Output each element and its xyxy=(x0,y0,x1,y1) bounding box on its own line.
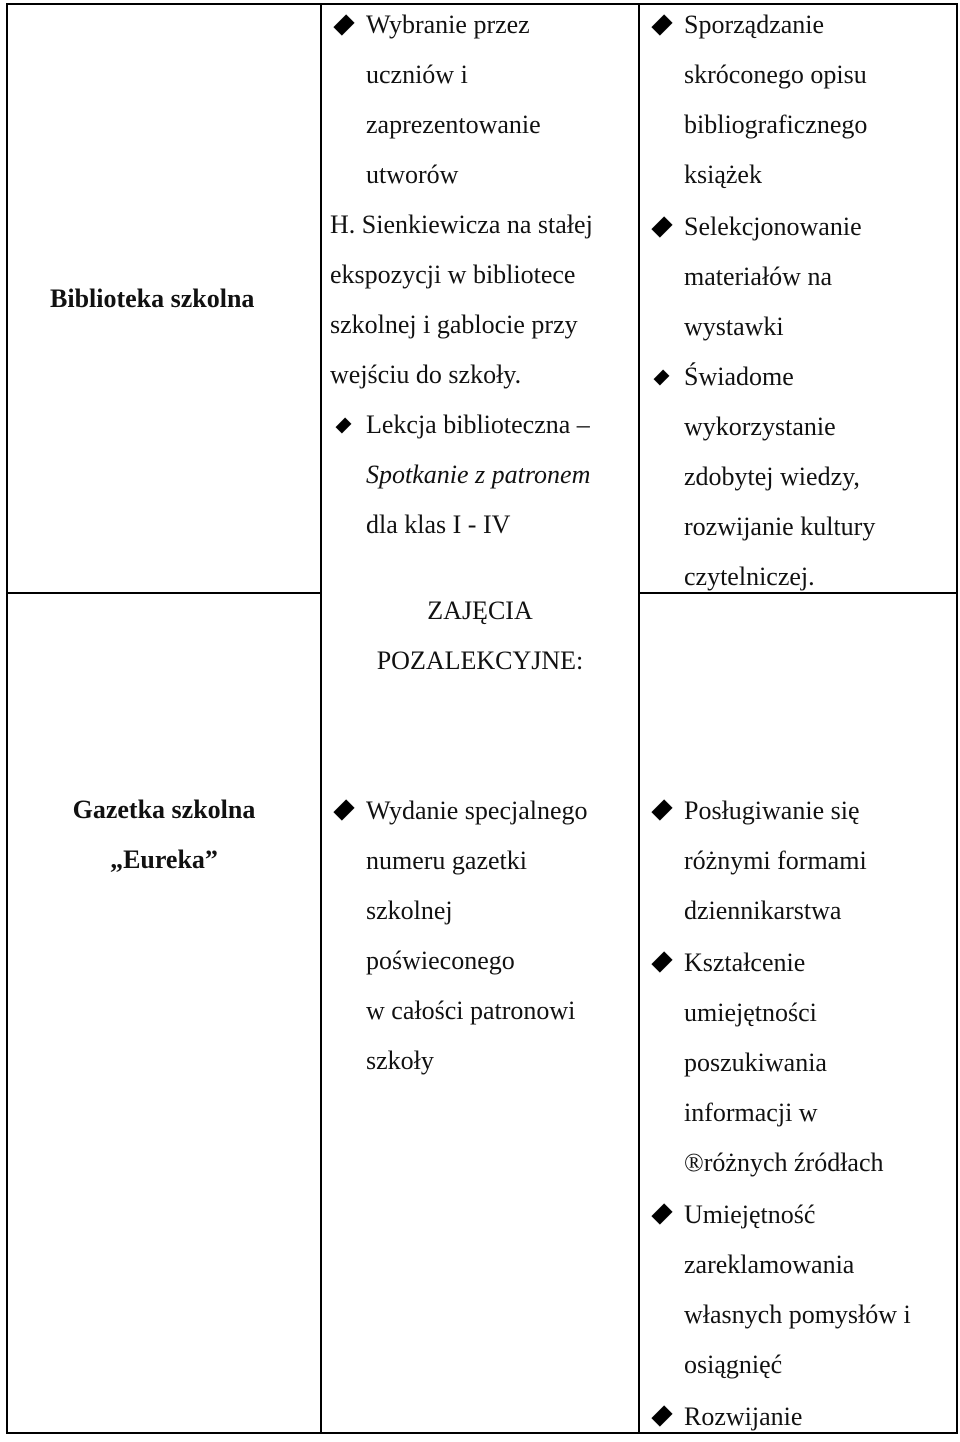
list-item-line: własnych pomysłów i xyxy=(684,1300,911,1329)
section-heading: POZALEKCYJNE: xyxy=(376,646,584,675)
list-item-line: dziennikarstwa xyxy=(684,896,842,925)
list-item-line: zareklamowania xyxy=(684,1250,855,1279)
list-item-line: Rozwijanie xyxy=(684,1402,803,1431)
list-item-line: H. Sienkiewicza na stałej xyxy=(330,210,593,239)
table-left-border xyxy=(6,3,8,1434)
list-item-line: materiałów na xyxy=(684,262,832,291)
list-item-line: czytelniczej. xyxy=(684,562,815,591)
table-bottom-border xyxy=(6,1432,958,1434)
list-item-line: książek xyxy=(684,160,762,189)
list-item-line: umiejętności xyxy=(684,998,817,1027)
list-item-line: ®różnych źródłach xyxy=(684,1148,884,1177)
column-separator-2 xyxy=(638,3,640,1434)
row-label-biblioteka: Biblioteka szkolna xyxy=(50,284,255,313)
list-item-line: zaprezentowanie xyxy=(366,110,541,139)
list-item-line: szkolnej xyxy=(366,896,453,925)
list-item-line: dla klas I - IV xyxy=(366,510,511,539)
list-item-line: zdobytej wiedzy, xyxy=(684,462,860,491)
list-item-line: uczniów i xyxy=(366,60,468,89)
list-item-line: informacji w xyxy=(684,1098,818,1127)
list-item-line: różnymi formami xyxy=(684,846,867,875)
list-item-line: poświeconego xyxy=(366,946,515,975)
list-item-line: Posługiwanie się xyxy=(684,796,860,825)
list-item-line: Wybranie przez xyxy=(366,10,530,39)
list-item-line: utworów xyxy=(366,160,459,189)
list-item-line: Wydanie specjalnego xyxy=(366,796,588,825)
list-item-line: Umiejętność xyxy=(684,1200,816,1229)
list-item-line: numeru gazetki xyxy=(366,846,527,875)
list-item-line: Selekcjonowanie xyxy=(684,212,862,241)
list-item-line: bibliograficznego xyxy=(684,110,868,139)
list-item-line: poszukiwania xyxy=(684,1048,827,1077)
list-item-line: rozwijanie kultury xyxy=(684,512,876,541)
list-item-line: Kształcenie xyxy=(684,948,806,977)
column-separator-1 xyxy=(320,3,322,1434)
row-label-gazetka: Gazetka szkolna xyxy=(72,795,256,824)
list-item-line: Świadome xyxy=(684,362,794,391)
list-item-line: wykorzystanie xyxy=(684,412,836,441)
row-label-eureka: „Eureka” xyxy=(110,845,218,874)
section-heading: ZAJĘCIA xyxy=(427,596,533,625)
list-item-line: ekspozycji w bibliotece xyxy=(330,260,576,289)
table-right-border xyxy=(956,3,958,1434)
list-item-line: wejściu do szkoły. xyxy=(330,360,522,389)
list-item-line: osiągnięć xyxy=(684,1350,783,1379)
list-item-line: Sporządzanie xyxy=(684,10,825,39)
list-item-line: szkoły xyxy=(366,1046,434,1075)
row-separator xyxy=(6,592,322,594)
list-item-line: skróconego opisu xyxy=(684,60,867,89)
list-item-line: szkolnej i gablocie przy xyxy=(330,310,578,339)
list-item-italic: Spotkanie z patronem xyxy=(366,460,591,489)
list-item-line: wystawki xyxy=(684,312,784,341)
list-item-line: w całości patronowi xyxy=(366,996,576,1025)
list-item-line: Lekcja biblioteczna – xyxy=(366,410,590,439)
